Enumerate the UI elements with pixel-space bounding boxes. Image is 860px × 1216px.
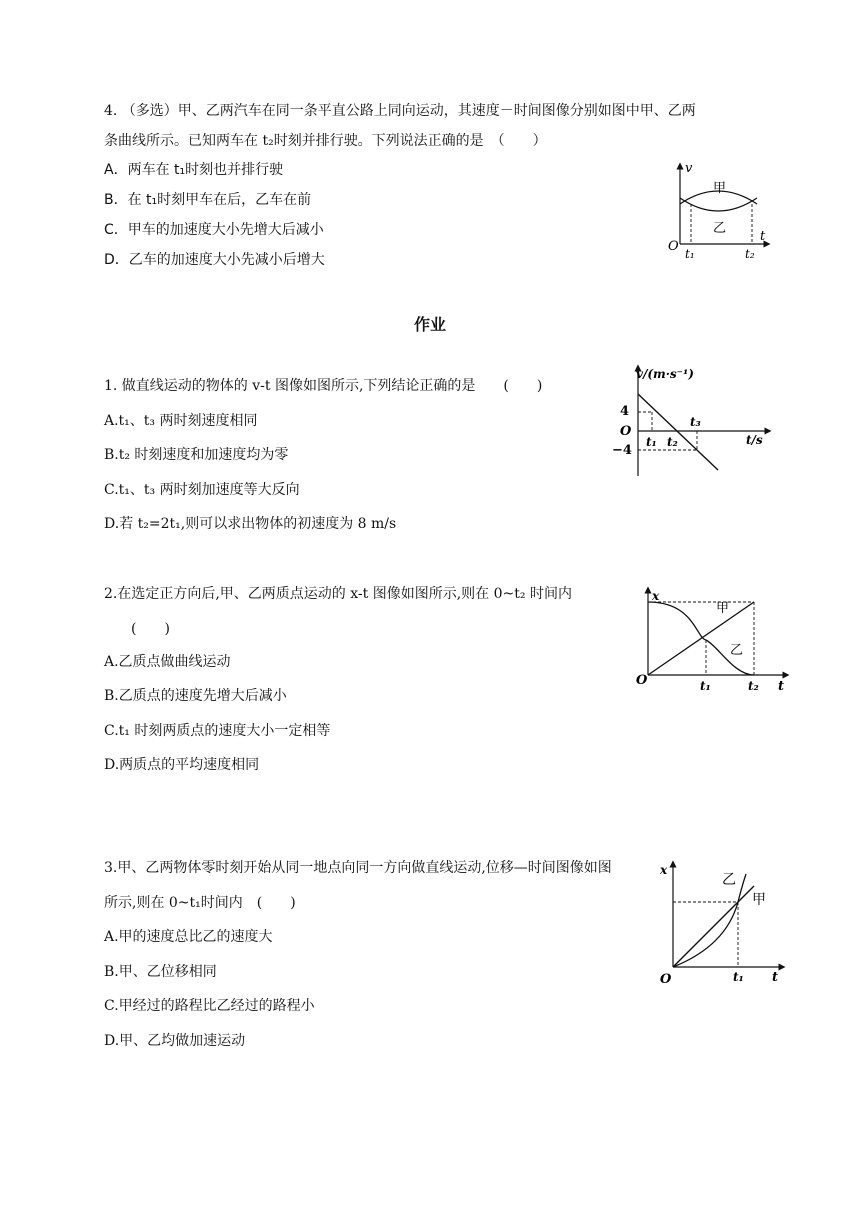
hw-q2-jia-label: 甲 — [716, 601, 730, 616]
hw-q1-t2: t₂ — [667, 435, 678, 449]
hw-q3-stem-line2: 所示,则在 0~t₁时间内 ( ) — [104, 895, 296, 911]
hw-q2-option-b: B.乙质点的速度先增大后减小 — [104, 688, 287, 704]
hw-q2-line-jia — [648, 602, 754, 675]
hw-q1-option-a: A.t₁、t₃ 两时刻速度相同 — [104, 413, 258, 429]
hw-q2-yi-label: 乙 — [730, 643, 744, 658]
q4-v-label: v — [685, 161, 693, 176]
q4-t1-label: t₁ — [685, 247, 695, 261]
hw-q1-stem: 1. 做直线运动的物体的 v-t 图像如图所示,下列结论正确的是 ( ) — [104, 378, 543, 394]
hw-q2-option-a: A.乙质点做曲线运动 — [104, 654, 231, 670]
hw-q3-x-label: x — [660, 863, 668, 877]
hw-q1-t3: t₃ — [690, 415, 701, 429]
q4-option-c: C．甲车的加速度大小先增大后减小 — [104, 222, 324, 238]
hw-q2-option-d: D.两质点的平均速度相同 — [104, 757, 260, 773]
hw-q2-option-c: C.t₁ 时刻两质点的速度大小一定相等 — [104, 723, 331, 739]
hw-q3-option-d: D.甲、乙均做加速运动 — [104, 1033, 246, 1049]
homework-title: 作业 — [413, 315, 446, 334]
hw-q3-origin: O — [660, 972, 672, 987]
q4-option-b: B．在 t₁时刻甲车在后，乙车在前 — [104, 192, 312, 208]
hw-q1-line — [638, 394, 718, 470]
hw-q1-t1: t₁ — [646, 435, 657, 449]
hw-q3-xt-graph — [656, 860, 790, 988]
hw-q1-origin: O — [620, 424, 632, 439]
hw-q1-vt-graph — [606, 362, 776, 482]
q4-option-d: D．乙车的加速度大小先减小后增大 — [104, 252, 325, 268]
hw-q2-stem-line1: 2.在选定正方向后,甲、乙两质点运动的 x-t 图像如图所示,则在 0~t₂ 时间内 — [104, 586, 572, 602]
hw-q1-xlabel: t/s — [746, 433, 763, 447]
q4-origin: O — [668, 239, 679, 254]
hw-q1-option-c: C.t₁、t₃ 两时刻加速度等大反向 — [104, 482, 300, 498]
q4-t-label: t — [760, 229, 766, 244]
hw-q1-ylabel: v/(m·s⁻¹) — [636, 367, 694, 381]
hw-q3-jia-label: 甲 — [752, 892, 766, 908]
hw-q3-option-b: B.甲、乙位移相同 — [104, 964, 217, 980]
hw-q1-y-top: 4 — [620, 404, 630, 419]
hw-q3-line-jia — [673, 886, 754, 967]
hw-q1-y-bottom: −4 — [612, 443, 632, 458]
q4-t2-label: t₂ — [745, 247, 755, 261]
hw-q3-t1-label: t₁ — [733, 970, 744, 984]
hw-q1-option-d: D.若 t₂=2t₁,则可以求出物体的初速度为 8 m/s — [104, 516, 397, 532]
hw-q2-origin: O — [636, 673, 648, 688]
q4-yi-label: 乙 — [713, 221, 727, 236]
q4-option-a: A．两车在 t₁时刻也并排行驶 — [104, 162, 284, 178]
hw-q3-t-label: t — [772, 970, 779, 985]
q4-curve-yi — [680, 198, 757, 211]
hw-q2-xt-graph — [634, 586, 790, 692]
hw-q1-option-b: B.t₂ 时刻速度和加速度均为零 — [104, 447, 289, 463]
hw-q2-stem-line2: ( ) — [131, 621, 170, 637]
hw-q3-yi-label: 乙 — [722, 872, 736, 888]
hw-q2-t-label: t — [778, 679, 785, 694]
q4-vt-graph — [665, 160, 775, 260]
hw-q3-stem-line1: 3.甲、乙两物体零时刻开始从同一地点向同一方向做直线运动,位移—时间图像如图 — [104, 860, 612, 876]
hw-q2-x-label: x — [652, 589, 660, 603]
q4-stem-line2: 条曲线所示。已知两车在 t₂时刻并排行驶。下列说法正确的是 （ ） — [104, 133, 547, 149]
hw-q3-option-a: A.甲的速度总比乙的速度大 — [104, 929, 273, 945]
q4-jia-label: 甲 — [713, 181, 727, 196]
q4-stem-line1: 4. （多选）甲、乙两汽车在同一条平直公路上同向运动，其速度－时间图像分别如图中甲、乙两 — [104, 103, 696, 119]
hw-q2-t2-label: t₂ — [748, 679, 759, 693]
hw-q2-t1-label: t₁ — [700, 679, 711, 693]
hw-q3-option-c: C.甲经过的路程比乙经过的路程小 — [104, 998, 315, 1014]
